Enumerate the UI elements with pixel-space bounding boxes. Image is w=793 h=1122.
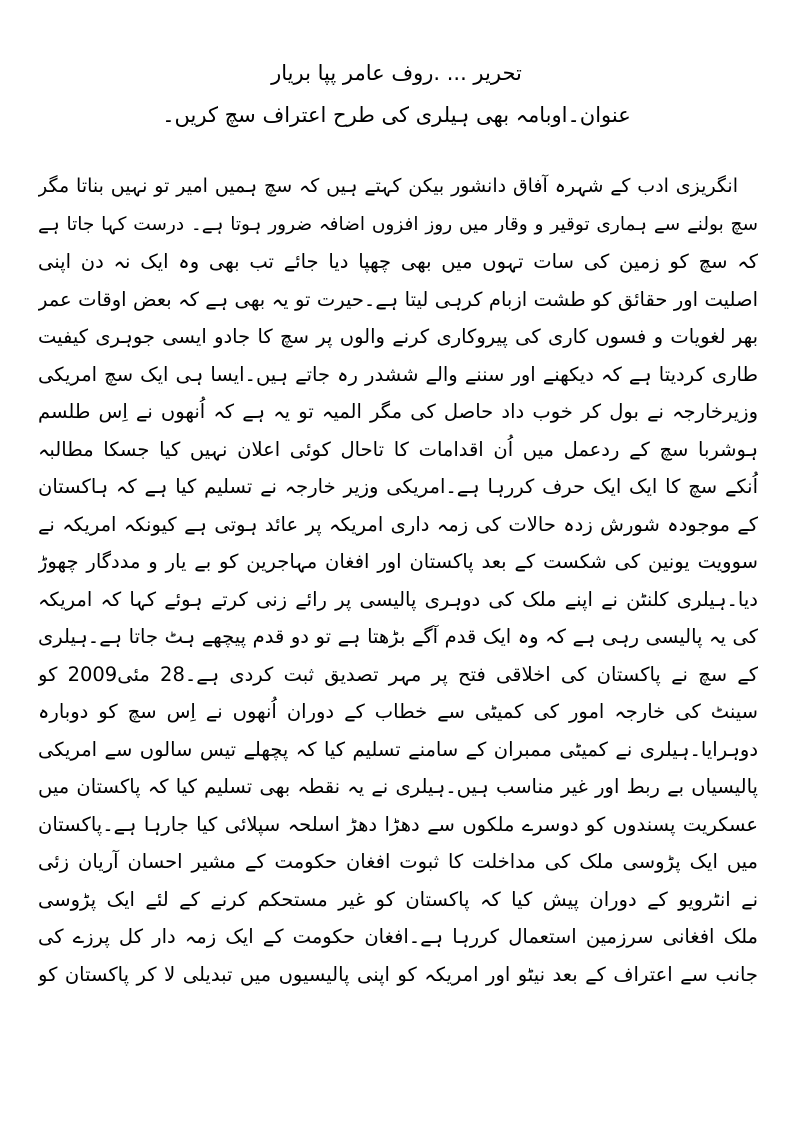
text-line: سینٹ کی خارجہ امور کی کمیٹی سے خطاب کے دوران اُنھوں نے اِس سچ کو دوبارہ [38,700,758,723]
text-line: سوویت یونین کی شکست کے بعد پاکستان اور افغان مہاجرین کو بے یار و مددگار چھوڑ [38,550,758,573]
text-line: نے انٹرویو کے دوران پیش کیا کہ پاکستان کو غیر مستحکم کرنے کے لئے ایک پڑوسی [38,887,758,911]
text-line: انگریزی ادب کے شہرہ آفاق دانشور بیکن کہتے ہیں کہ سچ ہمیں امیر تو نہیں بناتا مگر [38,175,738,197]
text-line: بھر لغویات و فسوں کاری کی پیروکاری کرنے والوں پر سچ کا جادو ایسی جوہری کیفیت [38,325,758,348]
text-line: ملک افغانی سرزمین استعمال کررہا ہے۔افغان حکومت کے ایک زمہ دار کل پرزے کی [38,925,758,948]
text-line: دوہرایا۔ہیلری نے کمیٹی ممبران کے سامنے تسلیم کیا کہ پچھلے تیس سالوں سے امریکی [38,737,758,761]
text-line: دیا۔ہیلری کلنٹن نے اپنے ملک کی دوہری پالیسی پر رائے زنی کرتے ہوئے کہا کہ امریکہ [38,587,758,611]
text-line: وزیرخارجہ نے بول کر خوب داد حاصل کی مگر المیہ تو یہ ہے کہ اُنھوں نے اِس طلسم [38,400,758,423]
text-line: طاری کردیتا ہے کہ دیکھنے اور سننے والے ششدر رہ جاتے ہیں۔ایسا ہی ایک سچ امریکی [38,362,758,386]
text-line: کے موجودہ شورش زدہ حالات کی زمہ داری امریکہ پر عائد ہوتی ہے کیونکہ امریکہ نے [38,512,758,536]
text-line: کی یہ پالیسی رہی ہے کہ وہ ایک قدم آگے بڑھتا ہے تو دو قدم پیچھے ہٹ جاتا ہے۔ہیلری [38,625,758,648]
text-line: سچ بولنے سے ہماری توقیر و وقار میں روز افزوں اضافہ ضرور ہوتا ہے۔ درست کہا جاتا ہے [38,213,758,235]
text-line: پالیسیاں بے ربط اور غیر مناسب ہیں۔ہیلری نے یہ نقطہ بھی تسلیم کیا کہ پاکستان میں [38,775,758,798]
text-line: میں ایک پڑوسی ملک کی مداخلت کا ثبوت افغان حکومت کے مشیر احسان آریان زئی [38,850,758,873]
text-line: اُنکے سچ کا ایک ایک حرف کررہا ہے۔امریکی وزیر خارجہ نے تسلیم کیا ہے کہ ہاکستان [38,475,758,498]
text-line: کے سچ نے پاکستان کی اخلاقی فتح پر مہر تصدیق ثبت کردی ہے۔28 مئی2009 کو [38,662,758,686]
text-line: جانب سے اعتراف کے بعد نیٹو اور امریکہ کو اپنی پالیسیوں میں تبدیلی لا کر پاکستان کو [38,962,758,986]
subject-line: عنوان۔اوبامہ بھی ہیلری کی طرح اعتراف سچ کریں۔ [162,103,631,127]
text-line: کہ سچ کو زمین کی سات تہوں میں بھی چھپا دیا جائے تب بھی وہ ایک نہ دن اپنی [38,250,758,273]
article-body [38,168,758,993]
text-line: ہوشربا سچ کے ردعمل میں اُن اقدامات کا تاحال کوئی اعلان نہیں کیا جسکا مطالبہ [38,437,758,461]
author-line: تحریر ... .روف عامر پپا بریار [271,61,522,85]
text-line: عسکریت پسندوں کو دوسرے ملکوں سے دھڑا دھڑ اسلحہ سپلائی کیا جارہا ہے۔پاکستان [38,812,758,836]
text-line: اصلیت اور حقائق کو طشت ازبام کرہی لیتا ہے۔حیرت تو یہ بھی ہے کہ بعض اوقات عمر [38,287,758,311]
